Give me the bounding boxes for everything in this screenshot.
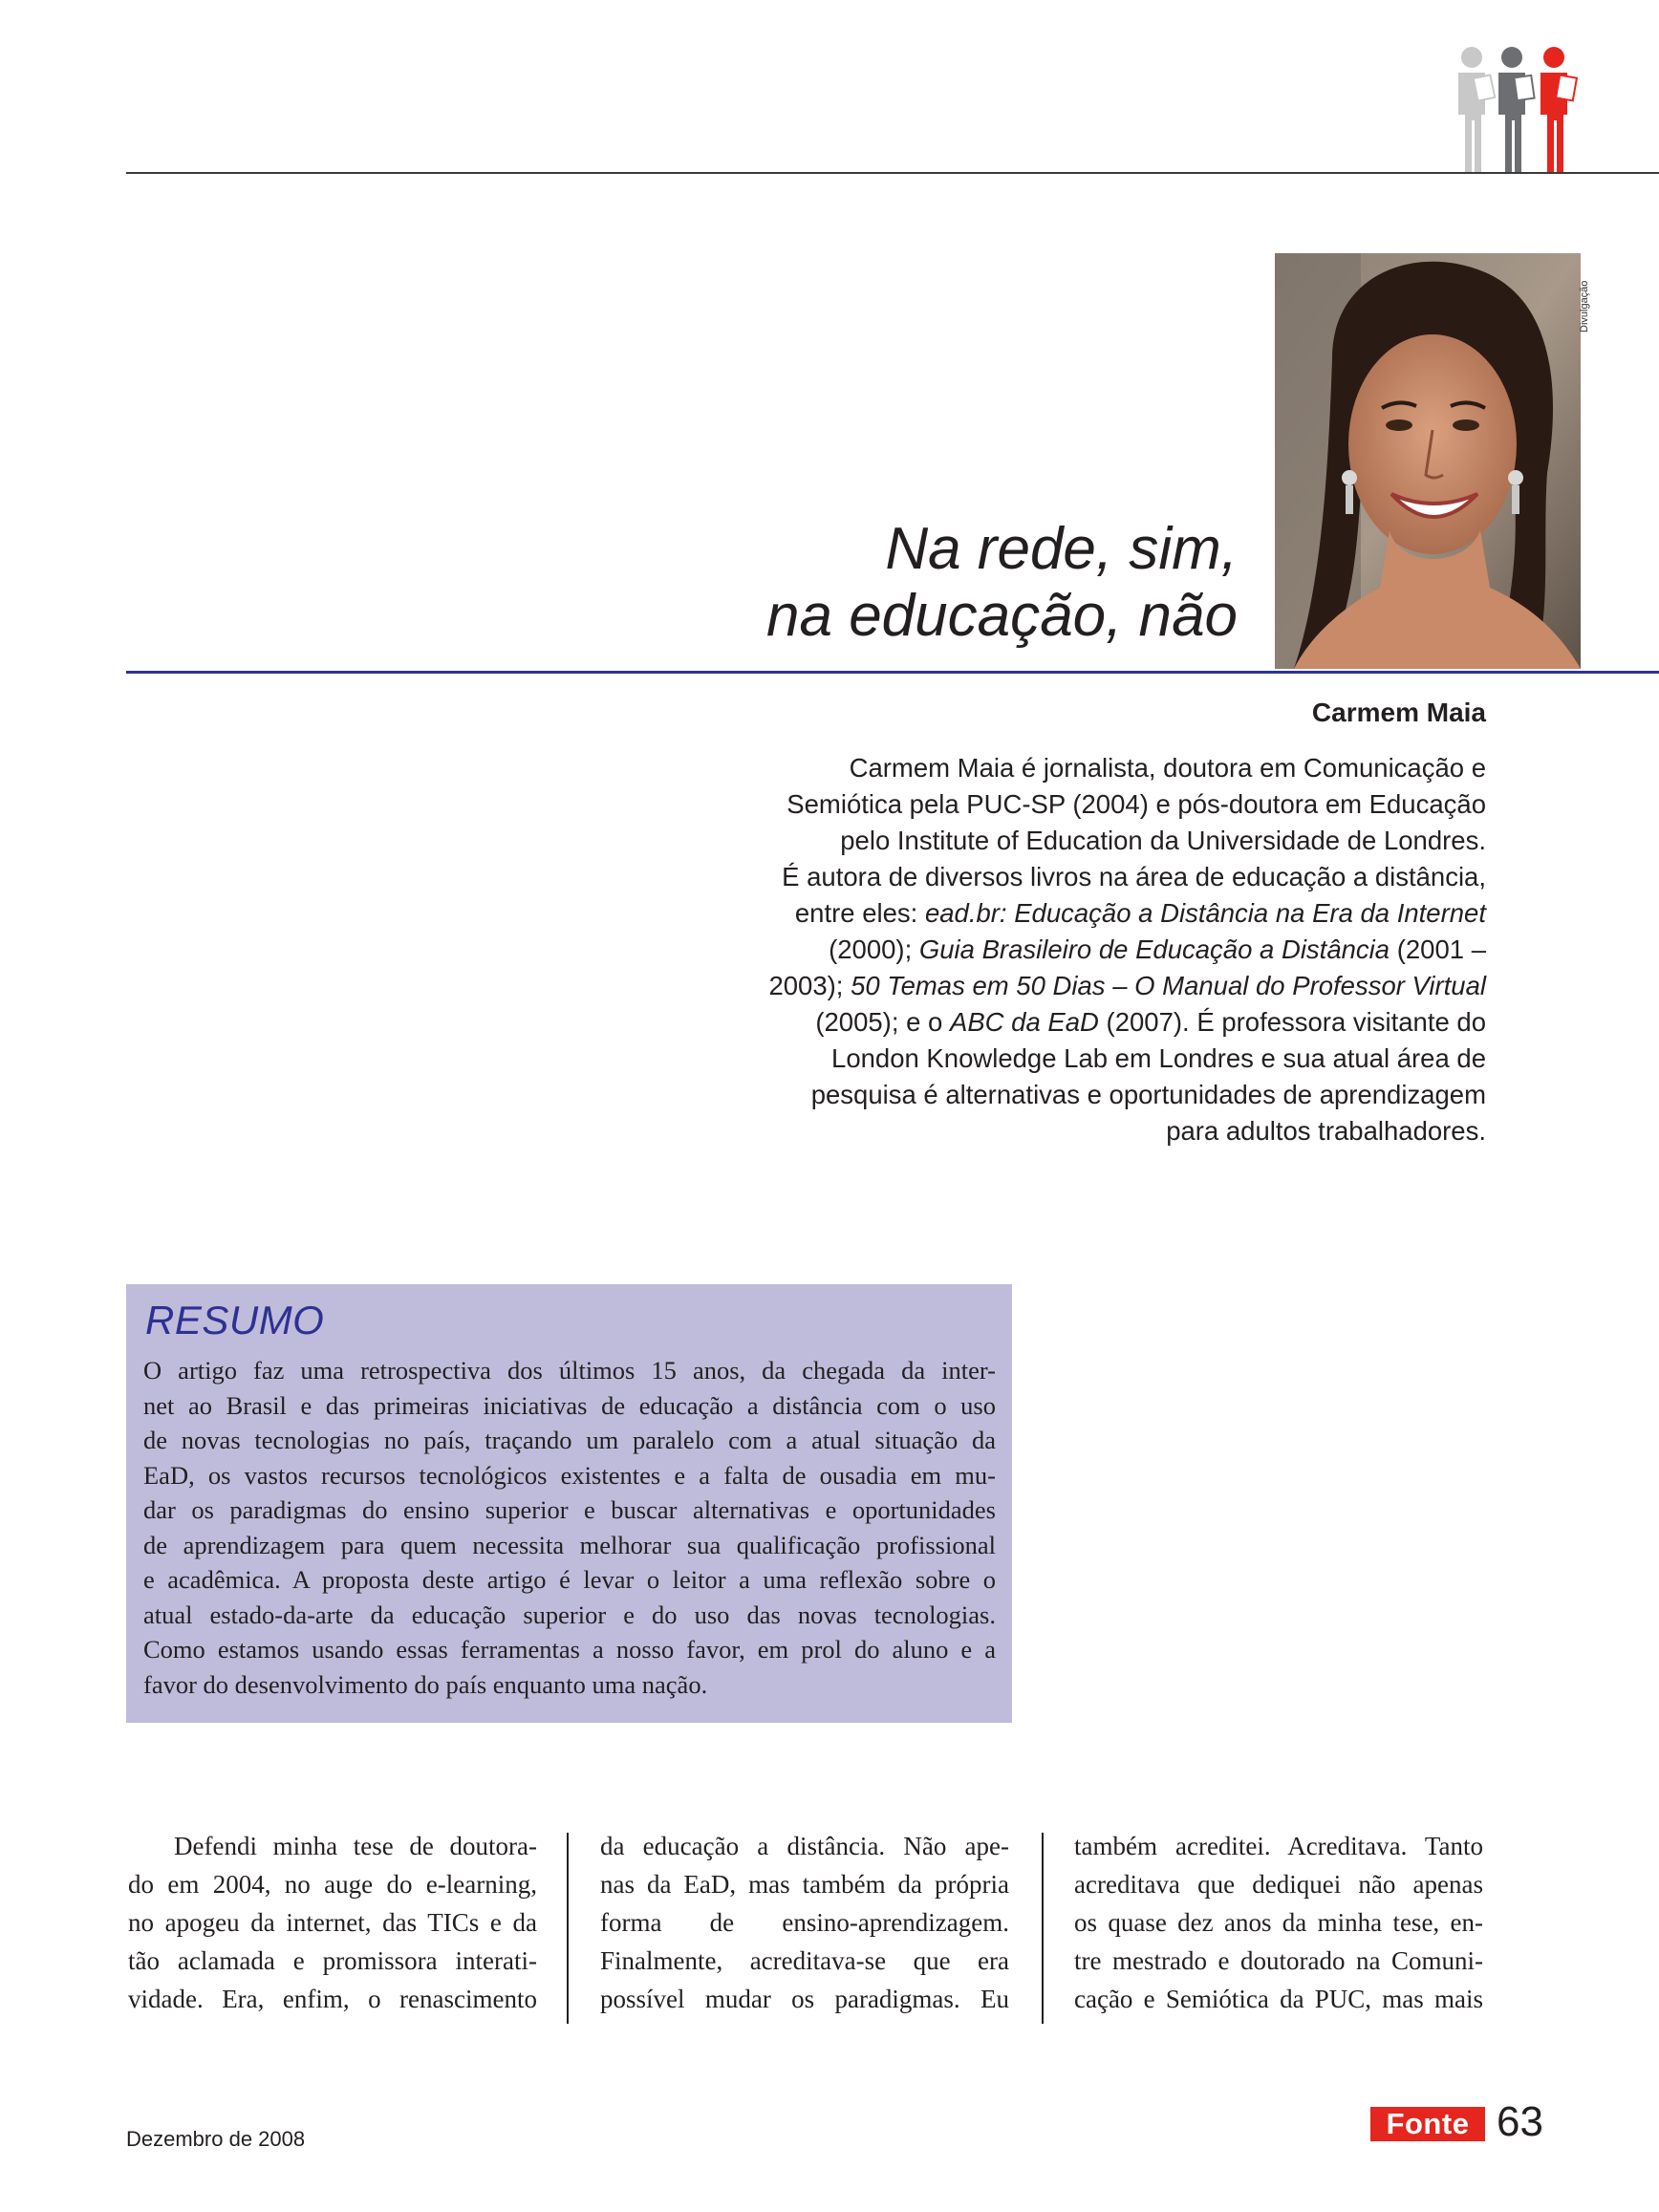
bio-line (702, 968, 1486, 1004)
three-people-icon (1451, 44, 1583, 176)
bio-line (702, 750, 1486, 786)
bio-line (702, 895, 1486, 932)
body-column-2 (600, 1827, 1009, 2018)
abstract-line: atual estado-da-arte da educação superior e do uso das novas tecnologias. (143, 1600, 996, 1629)
bio-text: pelo Institute of Education da Universidade de Londres. (840, 826, 1486, 855)
abstract-heading: RESUMO (145, 1298, 325, 1342)
title-line: na educação, não (766, 583, 1238, 649)
photo-credit: Divulgação (1579, 280, 1590, 333)
abstract-line: de aprendizagem para quem necessita melhorar sua qualificação profissional (143, 1530, 996, 1559)
bio-text: (2007). É professora visitante do (1098, 1007, 1486, 1037)
body-line: tre mestrado e doutorado na Comuni- (1074, 1946, 1483, 1975)
book-title: Guia Brasileiro de Educação a Distância (918, 934, 1390, 964)
body-line: da educação a distância. Não ape- (600, 1832, 1009, 1860)
bio-text: 2003); (768, 971, 851, 1000)
bio-line (702, 1004, 1486, 1041)
bio-text: É autora de diversos livros na área de educação a distância, (782, 862, 1486, 891)
publication-logo: Fonte (1370, 2107, 1485, 2141)
page-number: 63 (1497, 2098, 1543, 2145)
abstract-line: dar os paradigmas do ensino superior e buscar alternativas e oportunidades (143, 1495, 996, 1524)
body-line: nas da EaD, mas também da própria (600, 1870, 1009, 1899)
author-name: Carmem Maia (1311, 698, 1486, 727)
abstract-line: net ao Brasil e das primeiras iniciativas de educação a distância com o uso (143, 1390, 996, 1420)
bio-line (702, 932, 1486, 968)
body-line: cação e Semiótica da PUC, mas mais (1074, 1985, 1483, 2013)
body-column-3 (1074, 1827, 1483, 2018)
abstract-line: favor do desenvolvimento do país enquanto uma nação. (143, 1669, 708, 1699)
body-line: no apogeu da internet, das TICs e da (128, 1908, 537, 1937)
bio-line (702, 823, 1486, 859)
body-line: forma de ensino-aprendizagem. (600, 1908, 1009, 1937)
title-rule (126, 671, 1659, 674)
body-line: Finalmente, acreditava-se que era (600, 1946, 1009, 1975)
bio-line (702, 1113, 1486, 1149)
bio-text: (2000); (829, 934, 919, 964)
body-line: do em 2004, no auge do e-learning, (128, 1870, 537, 1899)
book-title: 50 Temas em 50 Dias – O Manual do Professor Virtual (851, 971, 1486, 1000)
bio-line (702, 859, 1486, 895)
author-bio (702, 750, 1486, 1149)
author-portrait-photo (1275, 253, 1581, 669)
bio-text: Semiótica pela PUC-SP (2004) e pós-doutora em Educação (786, 789, 1486, 819)
abstract-text (143, 1353, 996, 1702)
bio-text: London Knowledge Lab em Londres e sua atual área de (831, 1043, 1486, 1073)
column-divider (1042, 1833, 1044, 2024)
bio-text: Carmem Maia é jornalista, doutora em Comunicação e (849, 753, 1486, 783)
body-line: também acreditei. Acreditava. Tanto (1074, 1832, 1483, 1860)
body-line: os quase dez anos da minha tese, en- (1074, 1908, 1483, 1937)
bio-line (702, 1077, 1486, 1113)
book-title: ead.br: Educação a Distância na Era da Internet (924, 898, 1486, 928)
body-line: acreditava que dediquei não apenas (1074, 1870, 1483, 1899)
body-column-1 (128, 1827, 537, 2018)
abstract-line: O artigo faz uma retrospectiva dos últimos 15 anos, da chegada da inter- (143, 1356, 996, 1385)
title-line: Na rede, sim, (885, 516, 1238, 582)
body-line: vidade. Era, enfim, o renascimento (128, 1985, 537, 2013)
column-divider (567, 1833, 569, 2024)
bio-text: (2001 – (1390, 934, 1486, 964)
issue-date: Dezembro de 2008 (126, 2127, 306, 2151)
abstract-line: e acadêmica. A proposta deste artigo é levar o leitor a uma reflexão sobre o (143, 1565, 996, 1594)
body-line: tão aclamada e promissora interati- (128, 1946, 537, 1975)
bio-line (702, 1041, 1486, 1077)
abstract-line: EaD, os vastos recursos tecnológicos existentes e a falta de ousadia em mu- (143, 1460, 996, 1490)
bio-line (702, 786, 1486, 823)
body-line: Defendi minha tese de doutora- (174, 1832, 537, 1860)
bio-text: pesquisa é alternativas e oportunidades de aprendizagem (810, 1080, 1486, 1109)
abstract-line: Como estamos usando essas ferramentas a nosso favor, em prol do aluno e a (143, 1635, 996, 1664)
abstract-line: de novas tecnologias no país, traçando um paralelo com a atual situação da (143, 1426, 996, 1454)
book-title: ABC da EaD (950, 1007, 1099, 1037)
bio-text: entre eles: (794, 898, 925, 928)
bio-text: para adultos trabalhadores. (1166, 1116, 1486, 1146)
body-line: possível mudar os paradigmas. Eu (600, 1985, 1009, 2013)
bio-text: (2005); e o (815, 1007, 950, 1037)
article-title (569, 516, 1238, 650)
header-rule (126, 172, 1659, 174)
